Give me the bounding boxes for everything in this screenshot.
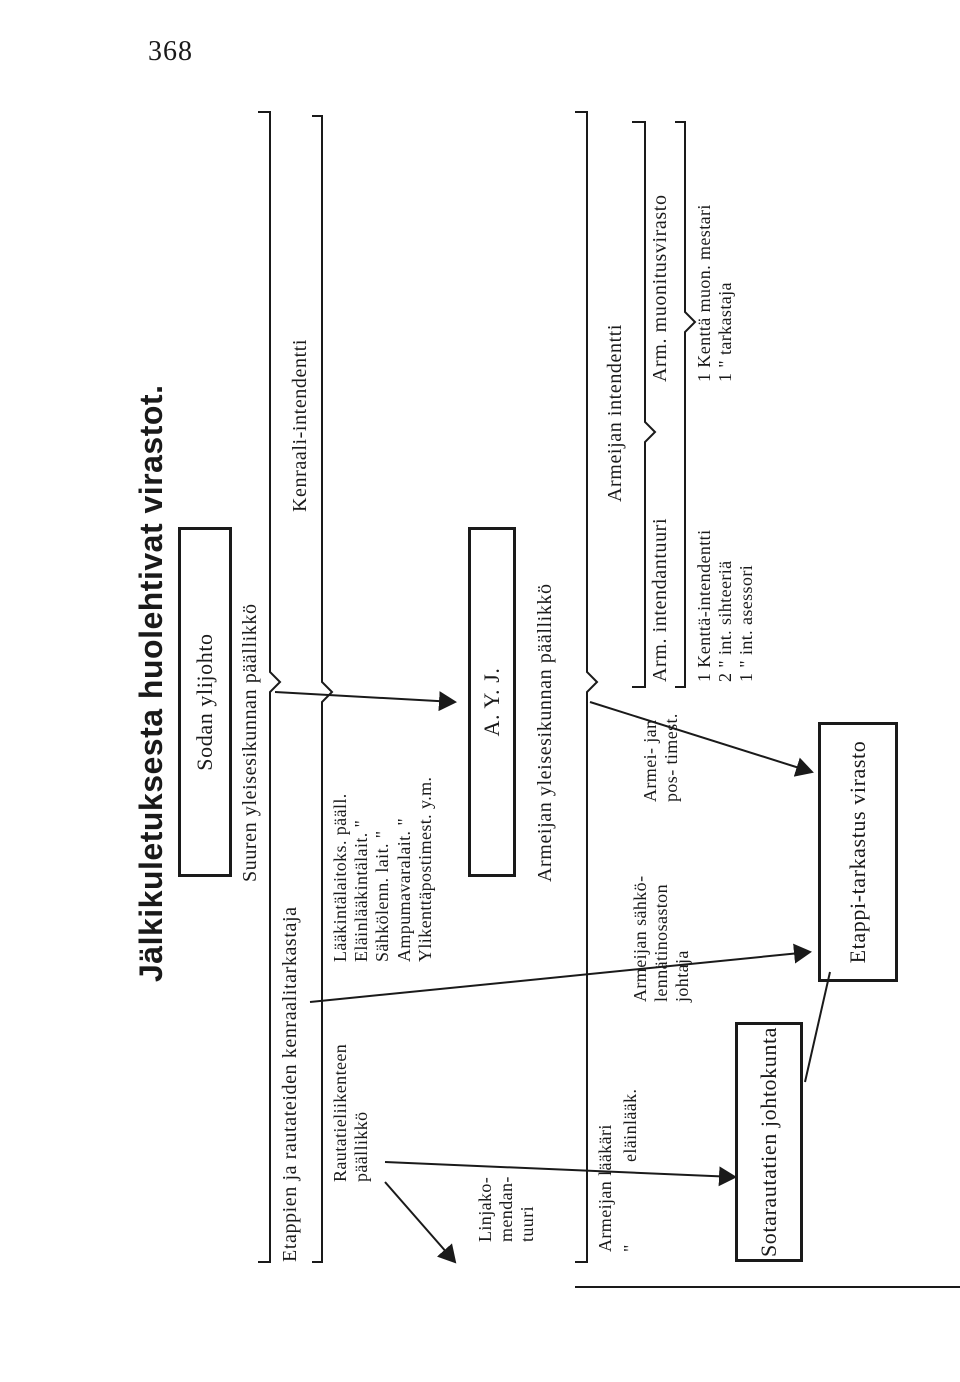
label-sodan-ylijohto: Sodan ylijohto	[191, 633, 217, 771]
list-row: Lääkintälaitoks. pääll.	[330, 793, 350, 962]
list-row: Ylikenttäpostimest. y.m.	[414, 776, 435, 962]
label-armeijan-intendentti: Armeijan intendentti	[604, 323, 626, 502]
list-row: 1 Kenttä muon. mestari	[694, 204, 714, 382]
label-suuren-yleisesikunnan-paallikko: Suuren yleisesikunnan päällikkö	[239, 603, 261, 882]
list-row: 1 " tarkastaja	[715, 282, 736, 382]
label-kenraali-intendentti: Kenraali-intendentti	[289, 338, 311, 512]
intendantuuri-list	[694, 530, 758, 682]
arrow-rautatie-to-sotarautatie	[385, 1162, 735, 1177]
label-armeijan-laakari: Armeijan lääkäri	[595, 1124, 615, 1252]
label-armeijan-sahkolenna: Armeijan sähkö- lennätinosaston johtaja	[630, 875, 693, 1002]
label-arm-intendantuuri: Arm. intendantuuri	[649, 517, 671, 682]
label-etappi-tarkastusvirasto: Etappi-tarkastus virasto	[844, 740, 870, 964]
brace-muonitus	[675, 122, 695, 687]
arrow-etappi-to-sotarautatie	[805, 972, 830, 1082]
brace-etappien	[258, 112, 280, 1262]
list-row: 1 Kenttä-intendentti	[694, 529, 714, 682]
list-row: 2 " int. sihteeriä	[715, 560, 736, 682]
label-linjakomendantuuri: Linjako- mendan- tuuri	[475, 1176, 538, 1242]
kenraalitarkastaja-list	[330, 777, 436, 962]
label-etappien-kenraalitarkastaja: Etappien ja rautateiden kenraalitarkastaja	[279, 906, 301, 1262]
list-row: 1 " int. asessori	[736, 564, 757, 682]
box-ayj	[468, 527, 516, 877]
box-sodan-ylijohto	[178, 527, 232, 877]
label-sotarautatien-johtokunta: Sotarautatien johtokunta	[755, 1026, 781, 1258]
arrow-armeijan-to-etappi	[590, 702, 812, 772]
label-armeijan-elainlaak: eläinlääk.	[620, 1088, 640, 1162]
list-row: Ampumavaralait. "	[393, 817, 414, 962]
arrow-suuren-to-ayj	[275, 692, 455, 702]
brace-armeijan-intendentti	[575, 112, 597, 1262]
page-title: Jälkikuletuksesta huolehtivat virastot.	[133, 384, 169, 982]
label-armeijan-yleisesikunnan-paallikko: Armeijan yleisesikunnan päällikkö	[534, 583, 556, 882]
arrow-rautatie-to-linjako	[385, 1182, 455, 1262]
label-armeijan-ditto: "	[620, 1244, 640, 1252]
page-number: 368	[148, 36, 193, 67]
brace-kenraali-intendentti	[312, 116, 332, 1262]
list-row: Eläinlääkintälait. "	[351, 819, 372, 962]
muonitus-list	[694, 204, 736, 382]
label-rautatieliikenteen-paallikko: Rautatieliikenteen päällikkö	[330, 1043, 372, 1182]
box-sotarautatien-johtokunta	[735, 1022, 803, 1262]
label-arm-muonitusvirasto: Arm. muonitusvirasto	[649, 194, 671, 382]
list-row: Sähkölenn. lait. "	[372, 830, 393, 962]
label-armeijan-postitimest: Armei- jan pos- timest.	[640, 713, 682, 802]
label-ayj: A. Y. J.	[478, 667, 504, 737]
box-etappi-tarkastusvirasto	[818, 722, 898, 982]
